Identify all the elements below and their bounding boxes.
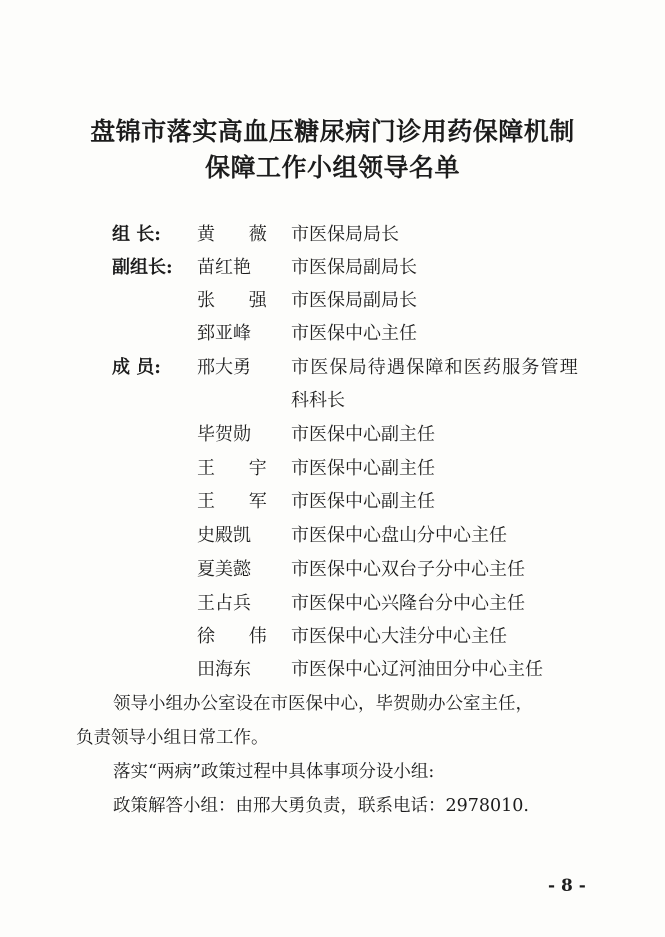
office-paragraph-line-1: 领导小组办公室设在市医保中心，毕贺勋办公室主任， — [113, 694, 533, 714]
subgroup-paragraph: 落实“两病”政策过程中具体事项分设小组: — [113, 762, 435, 782]
deputy-position: 市医保局副局长 — [291, 257, 417, 278]
deputy-role: 副组长: — [112, 257, 173, 278]
member-position: 市医保局待遇保障和医药服务管理 — [291, 357, 579, 378]
member-position: 市医保中心大洼分中心主任 — [291, 626, 507, 647]
page-number: - 8 - — [548, 876, 586, 896]
member-role: 成 员: — [112, 357, 161, 378]
member-name: 王 宇 — [197, 458, 281, 479]
leader-name: 黄 薇 — [197, 224, 281, 245]
member-position: 市医保中心辽河油田分中心主任 — [291, 659, 543, 680]
member-name: 田海东 — [197, 659, 251, 680]
member-position: 市医保中心兴隆台分中心主任 — [291, 593, 525, 614]
member-position: 市医保中心副主任 — [291, 458, 435, 479]
member-name: 王 军 — [197, 491, 281, 512]
member-name: 夏美懿 — [197, 559, 251, 580]
policy-answer-paragraph: 政策解答小组：由邢大勇负责，联系电话：2978010. — [113, 796, 529, 816]
title-line-2: 保障工作小组领导名单 — [204, 153, 460, 182]
member-name: 王占兵 — [197, 593, 251, 614]
member-position: 市医保中心副主任 — [291, 491, 435, 512]
member-position: 市医保中心副主任 — [291, 424, 435, 445]
deputy-position: 市医保中心主任 — [291, 323, 417, 344]
member-name: 邢大勇 — [197, 357, 251, 378]
member-position: 市医保中心盘山分中心主任 — [291, 525, 507, 546]
title-line-1: 盘锦市落实高血压糖尿病门诊用药保障机制 — [90, 117, 575, 146]
leader-position: 市医保局局长 — [291, 224, 399, 245]
deputy-position: 市医保局副局长 — [291, 290, 417, 311]
deputy-name: 张 强 — [197, 290, 281, 311]
member-name: 史殿凯 — [197, 525, 251, 546]
member-name: 徐 伟 — [197, 626, 281, 647]
member-name: 毕贺勋 — [197, 424, 251, 445]
leader-role: 组 长: — [112, 224, 161, 245]
deputy-name: 苗红艳 — [197, 257, 251, 278]
member-position: 市医保中心双台子分中心主任 — [291, 559, 525, 580]
deputy-name: 郅亚峰 — [197, 323, 251, 344]
office-paragraph-line-2: 负责领导小组日常工作。 — [76, 728, 269, 748]
member-position-continued: 科科长 — [291, 390, 345, 411]
